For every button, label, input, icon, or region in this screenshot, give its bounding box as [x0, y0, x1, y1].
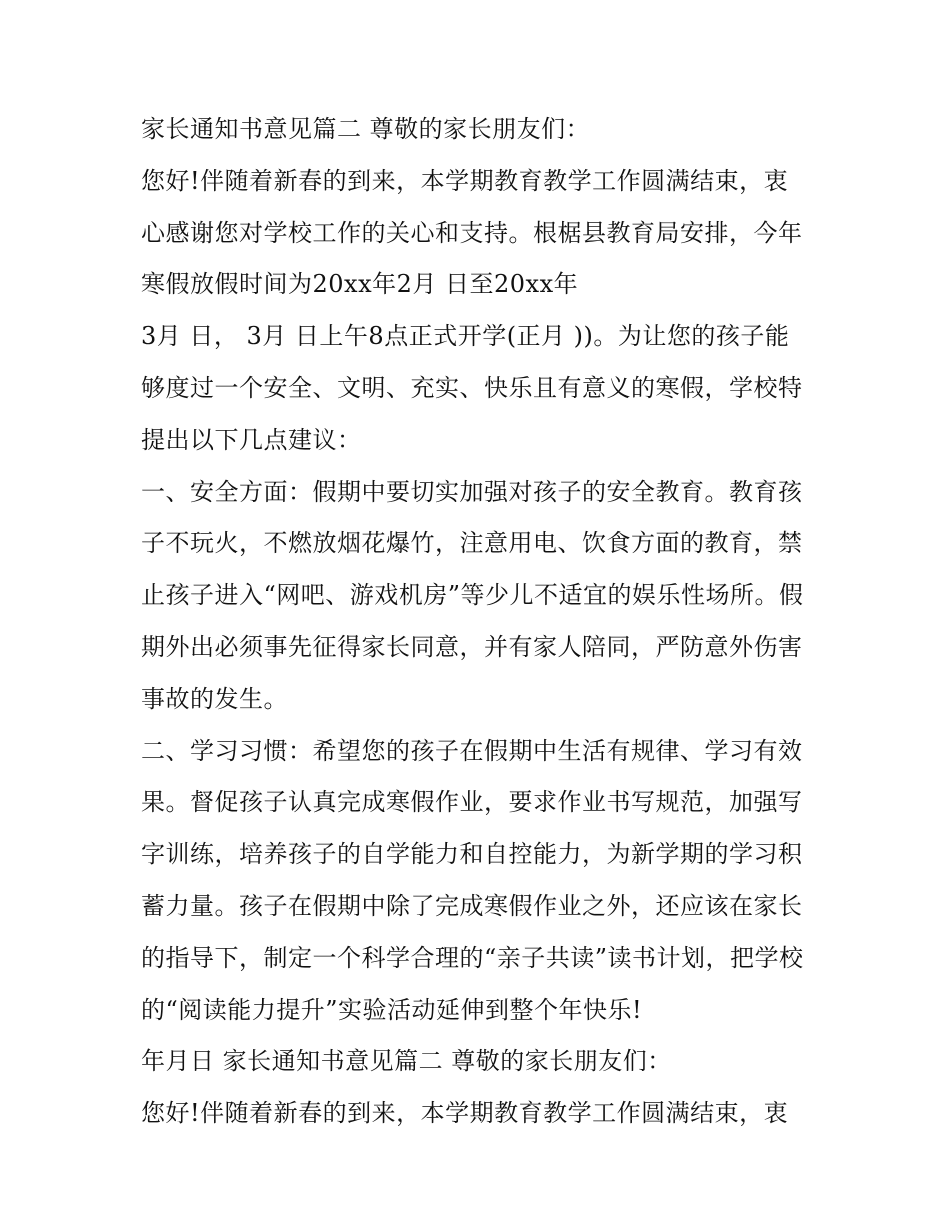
- text-line: 的指导下，制定一个科学合理的“亲子共读”读书计划，把学校: [141, 943, 804, 972]
- text-line: 事故的发生。: [141, 684, 288, 713]
- text-line: 字训练，培养孩子的自学能力和自控能力，为新学期的学习积: [141, 840, 803, 869]
- text-line: 年月日 家长通知书意见篇二 尊敬的家长朋友们：: [141, 1047, 672, 1076]
- text-line: 家长通知书意见篇二 尊敬的家长朋友们：: [141, 115, 591, 143]
- text-line: 蓄力量。孩子在假期中除了完成寒假作业之外，还应该在家长: [141, 891, 803, 920]
- text-line: 止孩子进入“网吧、游戏机房”等少儿不适宜的娱乐性场所。假: [141, 581, 804, 610]
- text-line: 子不玩火，不燃放烟花爆竹，注意用电、饮食方面的教育，禁: [141, 529, 803, 558]
- text-line: 的“阅读能力提升”实验活动延伸到整个年快乐!: [141, 995, 643, 1024]
- text-line: 期外出必须事先征得家长同意，并有家人陪同，严防意外伤害: [141, 632, 803, 661]
- document-body: [141, 104, 831, 1140]
- text-line: 寒假放假时间为20xx年2月 日至20xx年: [141, 270, 579, 299]
- text-line: 心感谢您对学校工作的关心和支持。根椐县教育局安排，今年: [141, 218, 803, 247]
- text-line: 您好!伴随着新春的到来，本学期教育教学工作圆满结束，衷: [141, 1099, 789, 1128]
- text-line: 提出以下几点建议：: [141, 425, 362, 454]
- text-line: 二、学习习惯：希望您的孩子在假期中生活有规律、学习有效: [141, 736, 803, 765]
- text-line: 够度过一个安全、文明、充实、快乐且有意义的寒假，学校特: [141, 373, 803, 402]
- text-line: 您好!伴随着新春的到来，本学期教育教学工作圆满结束，衷: [141, 166, 789, 195]
- text-line: 一、安全方面：假期中要切实加强对孩子的安全教育。教育孩: [141, 477, 803, 506]
- text-line: 果。督促孩子认真完成寒假作业，要求作业书写规范，加强写: [141, 788, 803, 817]
- text-line: 3月 日， 3月 日上午8点正式开学(正月 ))。为让您的孩子能: [141, 322, 790, 351]
